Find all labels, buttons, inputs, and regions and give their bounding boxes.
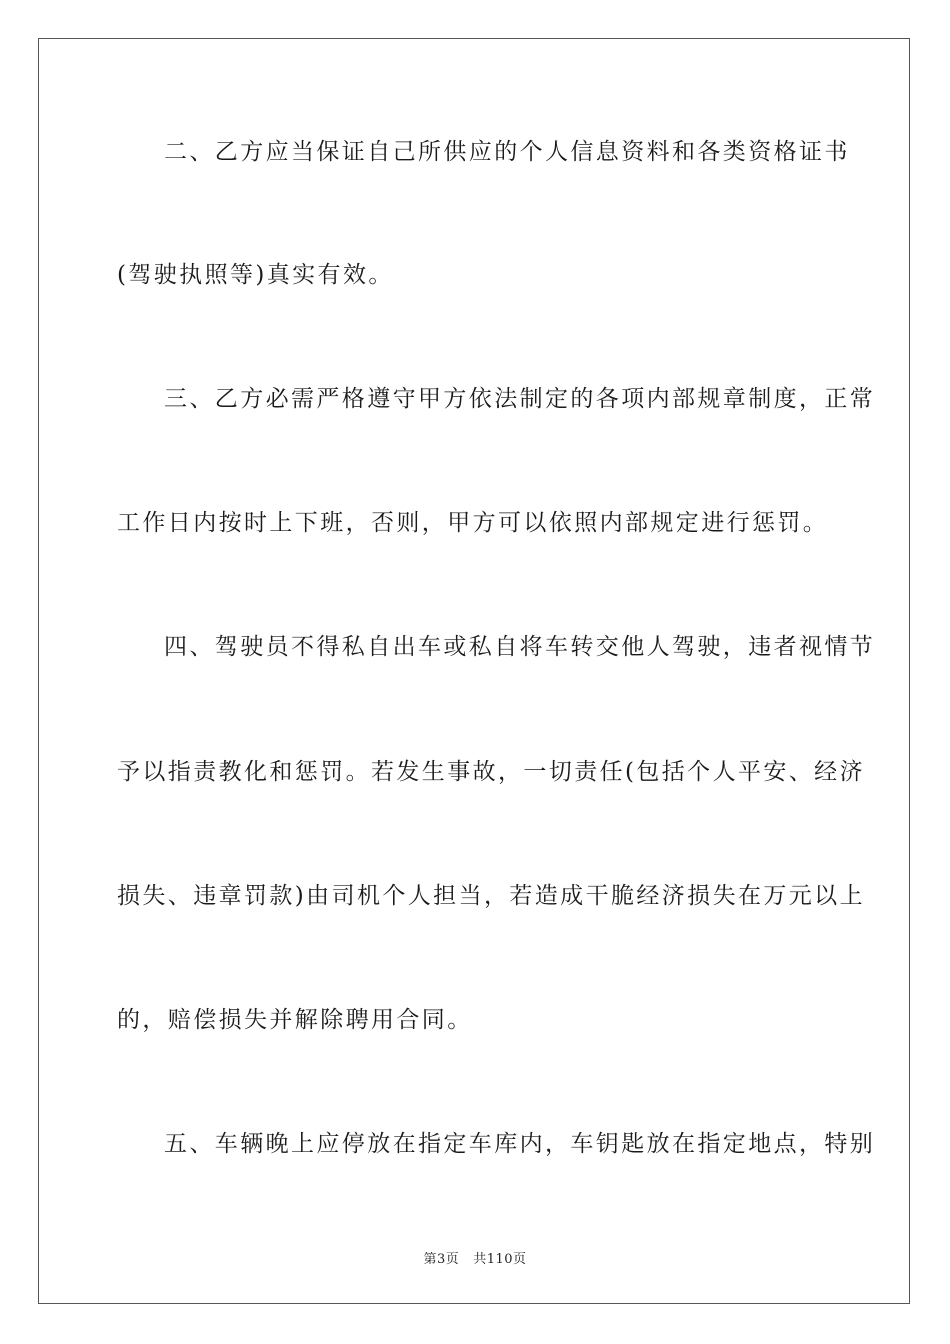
paragraph-4-line-3: 损失、违章罚款)由司机个人担当，若造成干脆经济损失在万元以上 xyxy=(117,883,865,909)
paragraph-2-line-1: 二、乙方应当保证自己所供应的个人信息资料和各类资格证书 xyxy=(164,139,850,165)
paragraph-4-line-2: 予以指责教化和惩罚。若发生事故，一切责任(包括个人平安、经济 xyxy=(117,759,865,785)
paragraph-4-line-1: 四、驾驶员不得私自出车或私自将车转交他人驾驶，违者视情节 xyxy=(164,634,876,660)
paragraph-4-line-4: 的，赔偿损失并解除聘用合同。 xyxy=(117,1007,473,1033)
paragraph-3-line-1: 三、乙方必需严格遵守甲方依法制定的各项内部规章制度，正常 xyxy=(164,386,876,412)
page-number: 第3页 xyxy=(423,1252,460,1267)
paragraph-5-line-1: 五、车辆晚上应停放在指定车库内，车钥匙放在指定地点，特别 xyxy=(164,1131,876,1157)
paragraph-3-line-2: 工作日内按时上下班，否则，甲方可以依照内部规定进行惩罚。 xyxy=(117,510,829,536)
page-footer xyxy=(0,1248,950,1267)
page-frame xyxy=(38,38,910,1304)
paragraph-2-line-2: (驾驶执照等)真实有效。 xyxy=(117,262,394,288)
page-total: 共110页 xyxy=(473,1252,527,1267)
